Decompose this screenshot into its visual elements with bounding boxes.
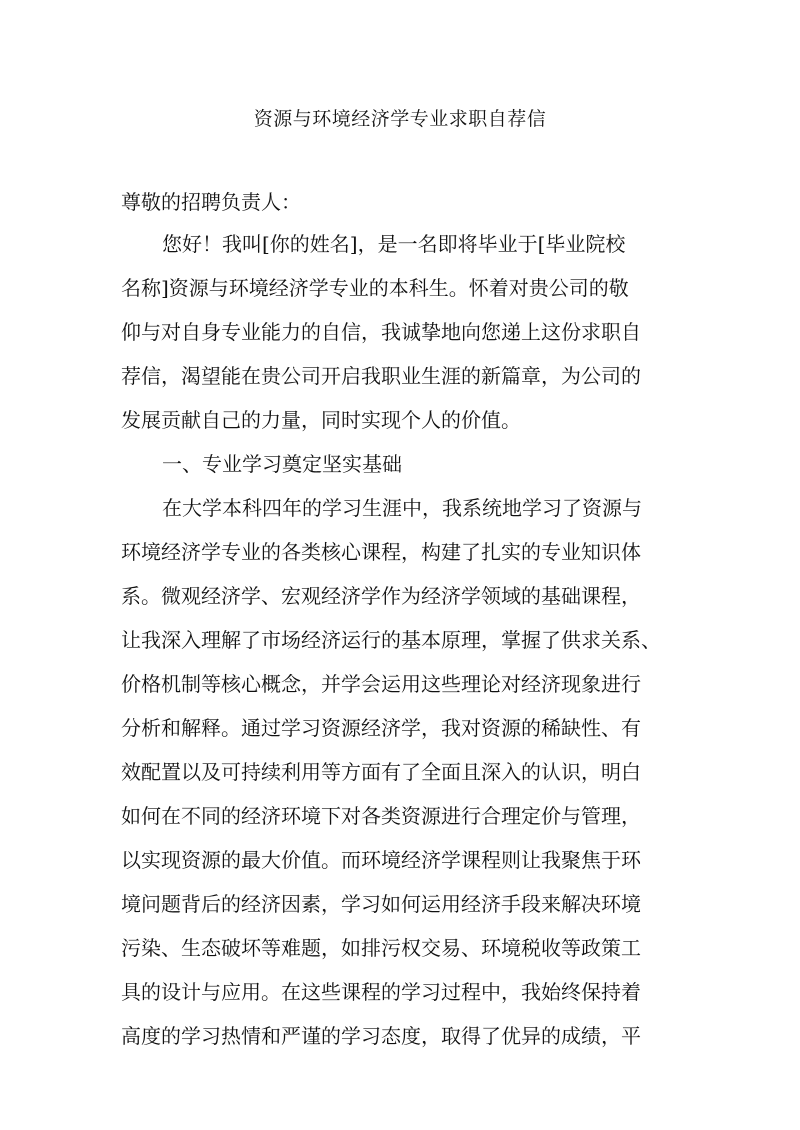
body-line: 如何在不同的经济环境下对各类资源进行合理定价与管理，: [121, 804, 641, 828]
body-line: 环境经济学专业的各类核心课程，构建了扎实的专业知识体: [121, 540, 641, 564]
body-line: 污染、生态破坏等难题，如排污权交易、环境税收等政策工: [121, 936, 641, 960]
intro-line: 仰与对自身专业能力的自信，我诚挚地向您递上这份求职自: [121, 320, 641, 344]
salutation: 尊敬的招聘负责人：: [121, 190, 301, 214]
intro-paragraph: [121, 222, 691, 442]
intro-line: 您好！我叫[你的姓名]，是一名即将毕业于[毕业院校: [162, 232, 626, 256]
section-heading: 一、专业学习奠定坚实基础: [162, 452, 402, 476]
body-line: 分析和解释。通过学习资源经济学，我对资源的稀缺性、有: [121, 716, 641, 740]
body-line: 高度的学习热情和严谨的学习态度，取得了优异的成绩，平: [121, 1024, 641, 1048]
intro-line: 名称]资源与环境经济学专业的本科生。怀着对贵公司的敬: [121, 276, 629, 300]
body-line: 境问题背后的经济因素，学习如何运用经济手段来解决环境: [121, 892, 641, 916]
section1-heading-block: [121, 442, 691, 486]
intro-line: 荐信，渴望能在贵公司开启我职业生涯的新篇章，为公司的: [121, 364, 641, 388]
body-line: 系。微观经济学、宏观经济学作为经济学领域的基础课程，: [121, 584, 641, 608]
body-line: 价格机制等核心概念，并学会运用这些理论对经济现象进行: [121, 672, 641, 696]
intro-line: 发展贡献自己的力量，同时实现个人的价值。: [121, 408, 521, 432]
document-title: 资源与环境经济学专业求职自荐信: [253, 108, 547, 130]
body-line: 在大学本科四年的学习生涯中，我系统地学习了资源与: [162, 496, 642, 520]
body-line: 效配置以及可持续利用等方面有了全面且深入的认识，明白: [121, 760, 641, 784]
body-line: 以实现资源的最大价值。而环境经济学课程则让我聚焦于环: [121, 848, 641, 872]
body-line: 让我深入理解了市场经济运行的基本原理，掌握了供求关系、: [121, 628, 661, 652]
section1-paragraph: [121, 486, 691, 1058]
body-line: 具的设计与应用。在这些课程的学习过程中，我始终保持着: [121, 980, 641, 1004]
